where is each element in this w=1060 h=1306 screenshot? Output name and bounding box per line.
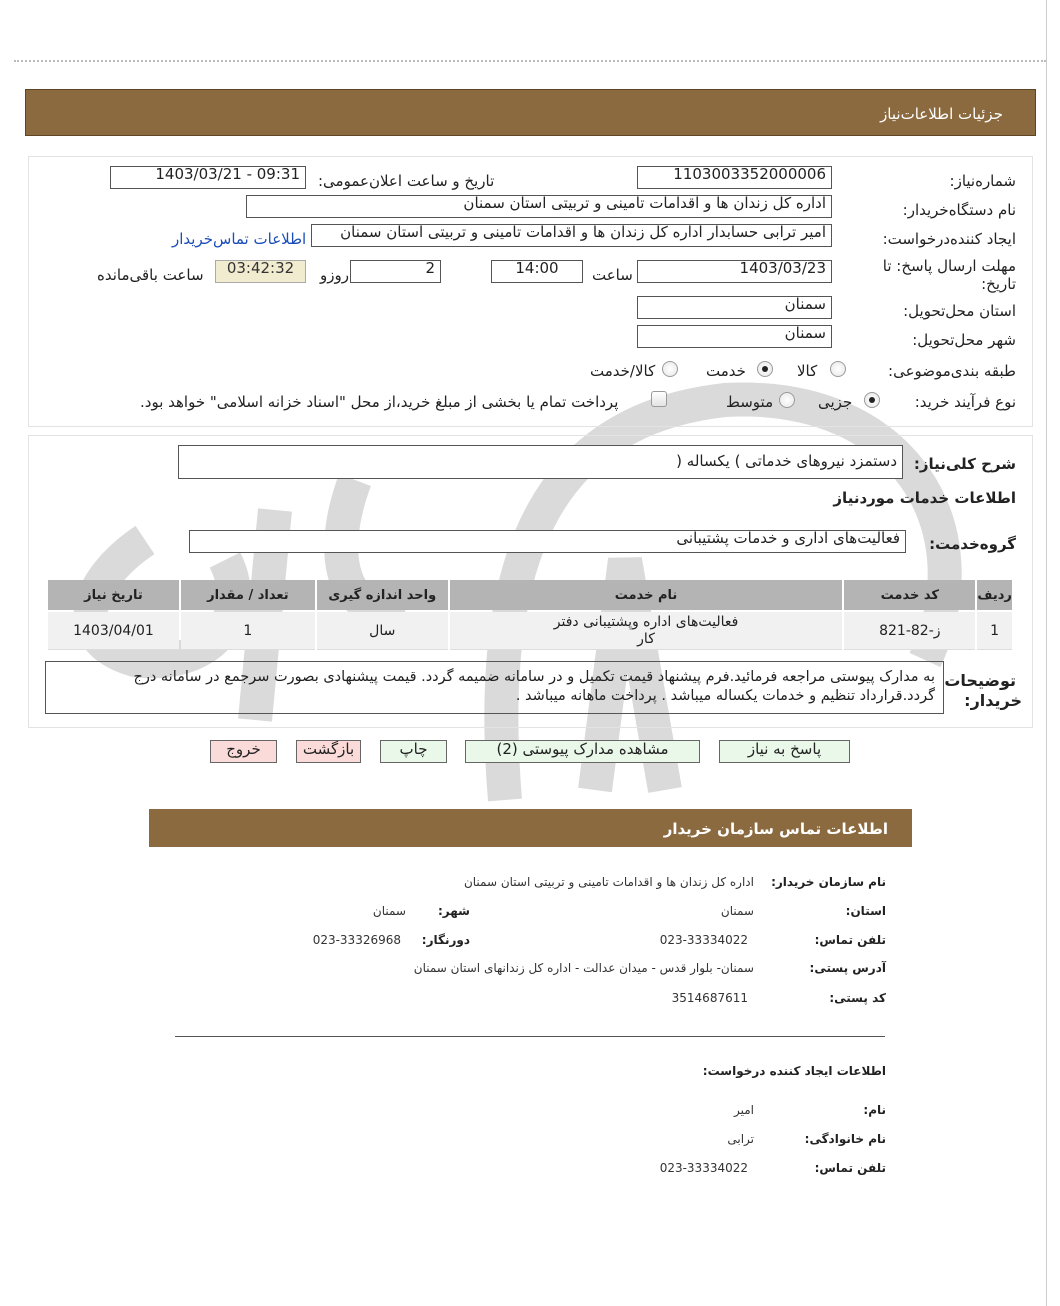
cell-name (450, 612, 843, 650)
contact-postal-label: کد پستی: (829, 991, 886, 1005)
services-title: اطلاعات خدمات موردنیاز (833, 489, 1016, 507)
col-date: تاریخ نیاز (48, 580, 179, 610)
cell-name-line1: فعالیت‌های اداره وپشتیبانی دفتر (553, 613, 739, 630)
cell-name-line2: کار (637, 630, 655, 647)
table-row (48, 612, 1012, 650)
category-service-label: خدمت (706, 362, 746, 380)
exit-button[interactable]: خروج (210, 740, 277, 763)
col-name: نام خدمت (450, 580, 843, 610)
table-header-row (48, 580, 1012, 610)
days-label: روزو (320, 266, 349, 284)
province-label: استان محل‌تحویل: (903, 302, 1016, 320)
service-group-label: گروه‌خدمت: (929, 535, 1016, 553)
time-label: ساعت (592, 266, 633, 284)
contact-phone-label: تلفن تماس: (814, 933, 886, 947)
page-title: جزئیات اطلاعات‌نیاز (880, 105, 1003, 123)
remaining-time-field: 03:42:32 (215, 260, 306, 283)
contact-divider (175, 1036, 885, 1037)
process-minor-label: جزیی (818, 393, 853, 411)
creator-name: امیر (733, 1103, 754, 1117)
summary-label: شرح کلی‌نیاز: (913, 455, 1016, 473)
category-both-label: کالا/خدمت (590, 362, 656, 380)
need-number-field: 1103003352000006 (637, 166, 832, 189)
contact-title: اطلاعات تماس سازمان خریدار (663, 820, 888, 838)
deadline-time-field: 14:00 (491, 260, 583, 283)
contact-header (149, 809, 912, 847)
category-goods-radio[interactable] (830, 361, 846, 377)
contact-address: سمنان- بلوار قدس - میدان عدالت - اداره کل زندانهای استان سمنان (413, 961, 754, 975)
buyer-org-field: اداره کل زندان ها و اقدامات تامینی و تربیتی استان سمنان (246, 195, 832, 218)
creator-name-label: نام: (863, 1103, 886, 1117)
notes-label: توضیحات (944, 671, 1016, 690)
process-medium-label: متوسط (726, 393, 774, 411)
contact-org-label: نام سازمان خریدار: (771, 875, 886, 889)
contact-org: اداره کل زندان ها و اقدامات تامینی و تربیتی استان سمنان (463, 875, 754, 889)
process-label: نوع فرآیند خرید: (914, 393, 1016, 411)
cell-unit: سال (317, 612, 448, 650)
cell-row: 1 (977, 612, 1012, 650)
days-field: 2 (350, 260, 441, 283)
contact-province: سمنان (720, 904, 754, 918)
notes-label-2: خریدار: (964, 691, 1022, 710)
category-service-radio[interactable] (757, 361, 773, 377)
creator-phone-label: تلفن تماس: (814, 1161, 886, 1175)
creator-lastname-label: نام خانوادگی: (804, 1132, 886, 1146)
contact-city-label: شهر: (438, 904, 470, 918)
contact-address-label: آدرس پستی: (809, 961, 886, 975)
payment-note: پرداخت تمام یا بخشی از مبلغ خرید،از محل "اسناد خزانه اسلامی" خواهد بود. (140, 393, 619, 411)
contact-city: سمنان (372, 904, 406, 918)
service-group-field: فعالیت‌های اداری و خدمات پشتیبانی (189, 530, 906, 553)
col-code: کد خدمت (844, 580, 975, 610)
remaining-label: ساعت باقی‌مانده (97, 266, 204, 284)
creator-phone: 023-33334022 (659, 1161, 748, 1175)
city-label: شهر محل‌تحویل: (912, 331, 1016, 349)
announce-field: 1403/03/21 - 09:31 (110, 166, 306, 189)
contact-phone: 023-33334022 (659, 933, 748, 947)
category-both-radio[interactable] (662, 361, 678, 377)
deadline-label: مهلت ارسال پاسخ: تا (882, 257, 1016, 275)
contact-fax-label: دورنگار: (421, 933, 470, 947)
category-label: طبقه بندی‌موضوعی: (888, 362, 1016, 380)
reply-button[interactable]: پاسخ به نیاز (719, 740, 850, 763)
process-minor-radio[interactable] (864, 392, 880, 408)
creator-lastname: ترابی (727, 1132, 754, 1146)
contact-postal: 3514687611 (671, 991, 748, 1005)
print-button[interactable]: چاپ (380, 740, 447, 763)
deadline-label-2: تاریخ: (981, 275, 1016, 293)
buyer-notes: به مدارک پیوستی مراجعه فرمائید.فرم پیشنهاد قیمت تکمیل و در سامانه ضمیمه گردد. قیمت پیشنهادی بصورت سرجمع در سامانه درج گردد.قرارداد تنظیم و خدمات یکساله میباشد . پرداخت ماهانه میباشد . (45, 661, 944, 714)
contact-fax: 023-33326968 (312, 933, 401, 947)
col-qty: تعداد / مقدار (181, 580, 315, 610)
cell-date: 1403/04/01 (48, 612, 179, 650)
services-table (46, 578, 1014, 652)
category-goods-label: کالا (797, 362, 818, 380)
cell-qty: 1 (181, 612, 315, 650)
col-row: ردیف (977, 580, 1012, 610)
page-header (25, 89, 1036, 136)
process-medium-radio[interactable] (779, 392, 795, 408)
contact-province-label: استان: (845, 904, 886, 918)
cell-code: ز-82-821 (844, 612, 975, 650)
city-field: سمنان (637, 325, 832, 348)
treasury-payment-checkbox[interactable] (651, 391, 667, 407)
buyer-org-label: نام دستگاه‌خریدار: (902, 201, 1016, 219)
creator-field: امیر ترابی حسابدار اداره کل زندان ها و اقدامات تامینی و تربیتی استان سمنان (311, 224, 832, 247)
need-number-label: شماره‌نیاز: (949, 172, 1016, 190)
creator-info-title: اطلاعات ایجاد کننده درخواست: (702, 1064, 886, 1078)
announce-label: تاریخ و ساعت اعلان‌عمومی: (318, 172, 495, 190)
buyer-contact-link[interactable]: اطلاعات تماس‌خریدار (172, 230, 307, 248)
creator-label: ایجاد کننده‌درخواست: (882, 230, 1016, 248)
top-divider (14, 60, 1046, 62)
province-field: سمنان (637, 296, 832, 319)
attachments-button[interactable]: مشاهده مدارک پیوستی (2) (465, 740, 700, 763)
back-button[interactable]: بازگشت (296, 740, 361, 763)
summary-field: دستمزد نیروهای خدماتی ) یکساله ( (178, 445, 903, 479)
deadline-date-field: 1403/03/23 (637, 260, 832, 283)
page-right-border (1046, 0, 1047, 1306)
col-unit: واحد اندازه گیری (317, 580, 448, 610)
